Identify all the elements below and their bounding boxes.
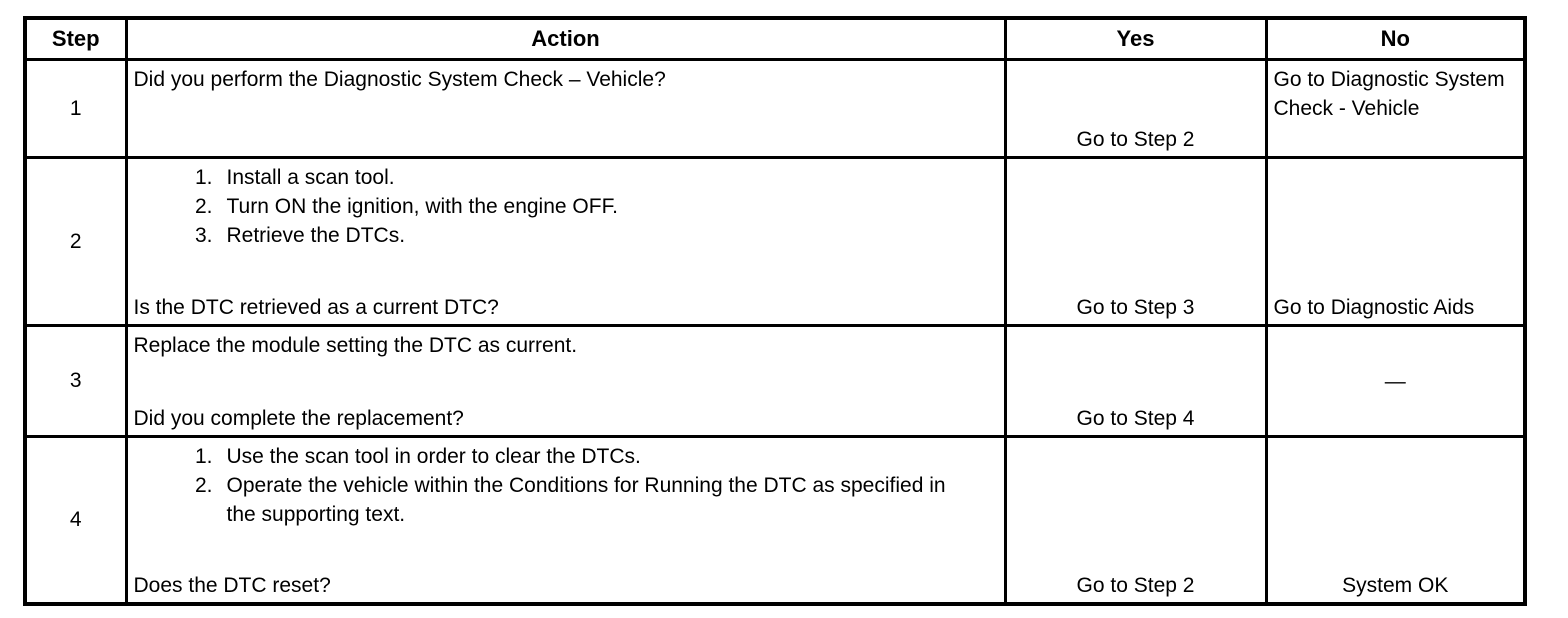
- diagnostic-table: [23, 16, 1527, 606]
- header-row: [25, 18, 1525, 60]
- list-item: 1. Install a scan tool.: [194, 166, 395, 189]
- no-cell: —: [1266, 326, 1525, 437]
- action-cell: [126, 60, 1005, 158]
- action-steps-list: [134, 163, 998, 250]
- action-question: Does the DTC reset?: [133, 574, 331, 597]
- table-row: [25, 60, 1525, 158]
- action-cell: [126, 326, 1005, 437]
- list-item: 2. Operate the vehicle within the Conditions for Running the DTC as specified in the supporting text.: [194, 474, 946, 526]
- action-steps-list: [134, 442, 998, 529]
- yes-cell: Go to Step 4: [1005, 326, 1266, 437]
- list-item: 3. Retrieve the DTCs.: [194, 224, 406, 247]
- step-number: 4: [25, 437, 126, 605]
- action-question: Did you complete the replacement?: [133, 407, 464, 430]
- no-cell: Go to Diagnostic Aids: [1266, 158, 1525, 326]
- list-item: 2. Turn ON the ignition, with the engine OFF.: [194, 195, 618, 218]
- no-cell: Go to Diagnostic System Check - Vehicle: [1266, 60, 1525, 158]
- header-step: Step: [25, 18, 126, 60]
- list-item: 1. Use the scan tool in order to clear the DTCs.: [194, 445, 641, 468]
- table-row: [25, 158, 1525, 326]
- yes-cell: Go to Step 3: [1005, 158, 1266, 326]
- yes-cell: Go to Step 2: [1005, 60, 1266, 158]
- action-text: Replace the module setting the DTC as current.: [133, 334, 578, 357]
- header-no: No: [1266, 18, 1525, 60]
- header-action: Action: [126, 18, 1005, 60]
- table-row: [25, 326, 1525, 437]
- step-number: 3: [25, 326, 126, 437]
- action-text: Did you perform the Diagnostic System Check – Vehicle?: [133, 68, 666, 91]
- step-number: 2: [25, 158, 126, 326]
- action-cell: [126, 158, 1005, 326]
- no-cell: System OK: [1266, 437, 1525, 605]
- step-number: 1: [25, 60, 126, 158]
- table-row: [25, 437, 1525, 605]
- action-cell: [126, 437, 1005, 605]
- header-yes: Yes: [1005, 18, 1266, 60]
- action-question: Is the DTC retrieved as a current DTC?: [133, 296, 499, 319]
- yes-cell: Go to Step 2: [1005, 437, 1266, 605]
